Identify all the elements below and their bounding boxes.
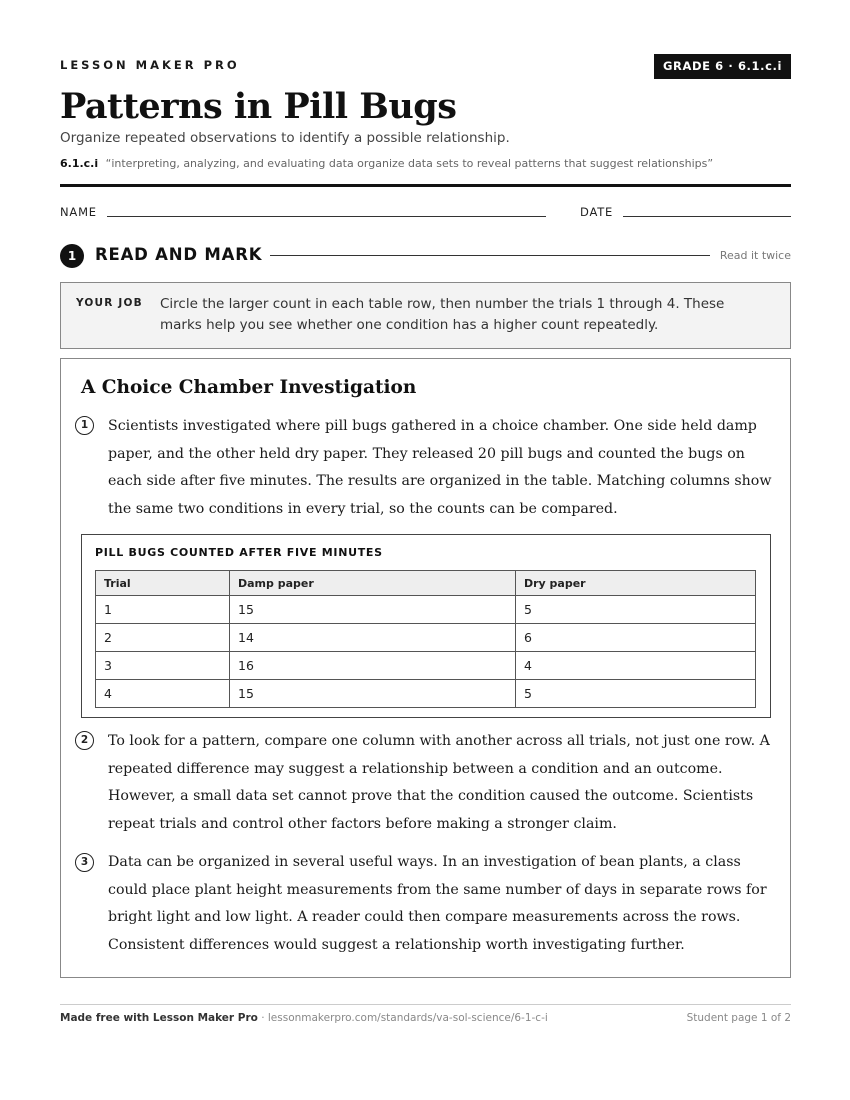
passage-title: A Choice Chamber Investigation [81, 377, 417, 398]
footer-url[interactable]: · lessonmakerpro.com/standards/va-sol-science/6-1-c-i [257, 1012, 548, 1024]
data-table [95, 570, 756, 708]
table-row [96, 596, 756, 624]
your-job-label: YOUR JOB [76, 297, 143, 309]
reading-passage-box [60, 358, 791, 978]
footer-credit [60, 1012, 548, 1024]
table-cell-trial[interactable]: 1 [96, 596, 230, 624]
paragraph-1: Scientists investigated where pill bugs gathered in a choice chamber. One side held damp paper, and the other held dry paper. They released 20 pill bugs and counted the bugs on each side after five minutes. The results are organized in the table. Matching columns show the same two conditions in every trial, so the counts can be compared. [108, 418, 772, 517]
table-cell-dry[interactable]: 5 [516, 680, 756, 708]
section-title: READ AND MARK [95, 245, 263, 264]
table-header-row [96, 571, 756, 596]
section-number-badge: 1 [60, 244, 84, 268]
table-header-dry: Dry paper [516, 571, 756, 596]
name-label: NAME [60, 205, 97, 219]
date-field[interactable] [623, 216, 791, 217]
section-divider [270, 255, 710, 256]
table-row [96, 680, 756, 708]
table-header-trial: Trial [96, 571, 230, 596]
table-cell-damp[interactable]: 14 [230, 624, 516, 652]
data-table-box [81, 534, 771, 718]
section-hint: Read it twice [719, 249, 791, 262]
date-label: DATE [580, 205, 614, 219]
name-field[interactable] [107, 216, 546, 217]
standard-code: 6.1.c.i [60, 157, 99, 170]
your-job-text: Circle the larger count in each table row, then number the trials 1 through 4. These marks help you see whether one condition has a higher count repeatedly. [160, 296, 725, 333]
paragraph-number-1: 1 [75, 416, 94, 435]
page-title: Patterns in Pill Bugs [60, 86, 457, 127]
your-job-box [60, 282, 791, 349]
table-cell-dry[interactable]: 6 [516, 624, 756, 652]
footer-made-with: Made free with Lesson Maker Pro [60, 1012, 258, 1024]
footer-divider [60, 1004, 791, 1005]
standard-line [60, 157, 713, 170]
paragraph-number-2: 2 [75, 731, 94, 750]
table-cell-trial[interactable]: 3 [96, 652, 230, 680]
table-cell-trial[interactable]: 4 [96, 680, 230, 708]
table-caption: PILL BUGS COUNTED AFTER FIVE MINUTES [95, 546, 383, 559]
table-cell-damp[interactable]: 15 [230, 680, 516, 708]
paragraph-2: To look for a pattern, compare one column with another across all trials, not just one row. A repeated difference may suggest a relationship between a condition and an outcome. However, a small data set cannot prove that the condition caused the outcome. Scientists repeat trials and control other factors before making a stronger claim. [108, 733, 770, 832]
table-cell-damp[interactable]: 16 [230, 652, 516, 680]
table-cell-dry[interactable]: 4 [516, 652, 756, 680]
paragraph-number-3: 3 [75, 853, 94, 872]
table-cell-dry[interactable]: 5 [516, 596, 756, 624]
grade-badge: GRADE 6 · 6.1.c.i [654, 54, 791, 79]
page-subtitle: Organize repeated observations to identify a possible relationship. [60, 130, 510, 146]
paragraph-3: Data can be organized in several useful ways. In an investigation of bean plants, a class could place plant height measurements from the same number of days in separate rows for bright light and low light. A reader could then compare measurements across the rows. Consistent differences would suggest a relationship worth investigating further. [108, 854, 767, 953]
standard-text: “interpreting, analyzing, and evaluating data organize data sets to reveal patterns that suggest relationships” [105, 157, 714, 170]
header-divider [60, 184, 791, 187]
table-row [96, 652, 756, 680]
table-row [96, 624, 756, 652]
brand-name: LESSON MAKER PRO [60, 58, 240, 72]
table-cell-trial[interactable]: 2 [96, 624, 230, 652]
footer-page-number: Student page 1 of 2 [686, 1012, 791, 1024]
table-header-damp: Damp paper [230, 571, 516, 596]
table-cell-damp[interactable]: 15 [230, 596, 516, 624]
